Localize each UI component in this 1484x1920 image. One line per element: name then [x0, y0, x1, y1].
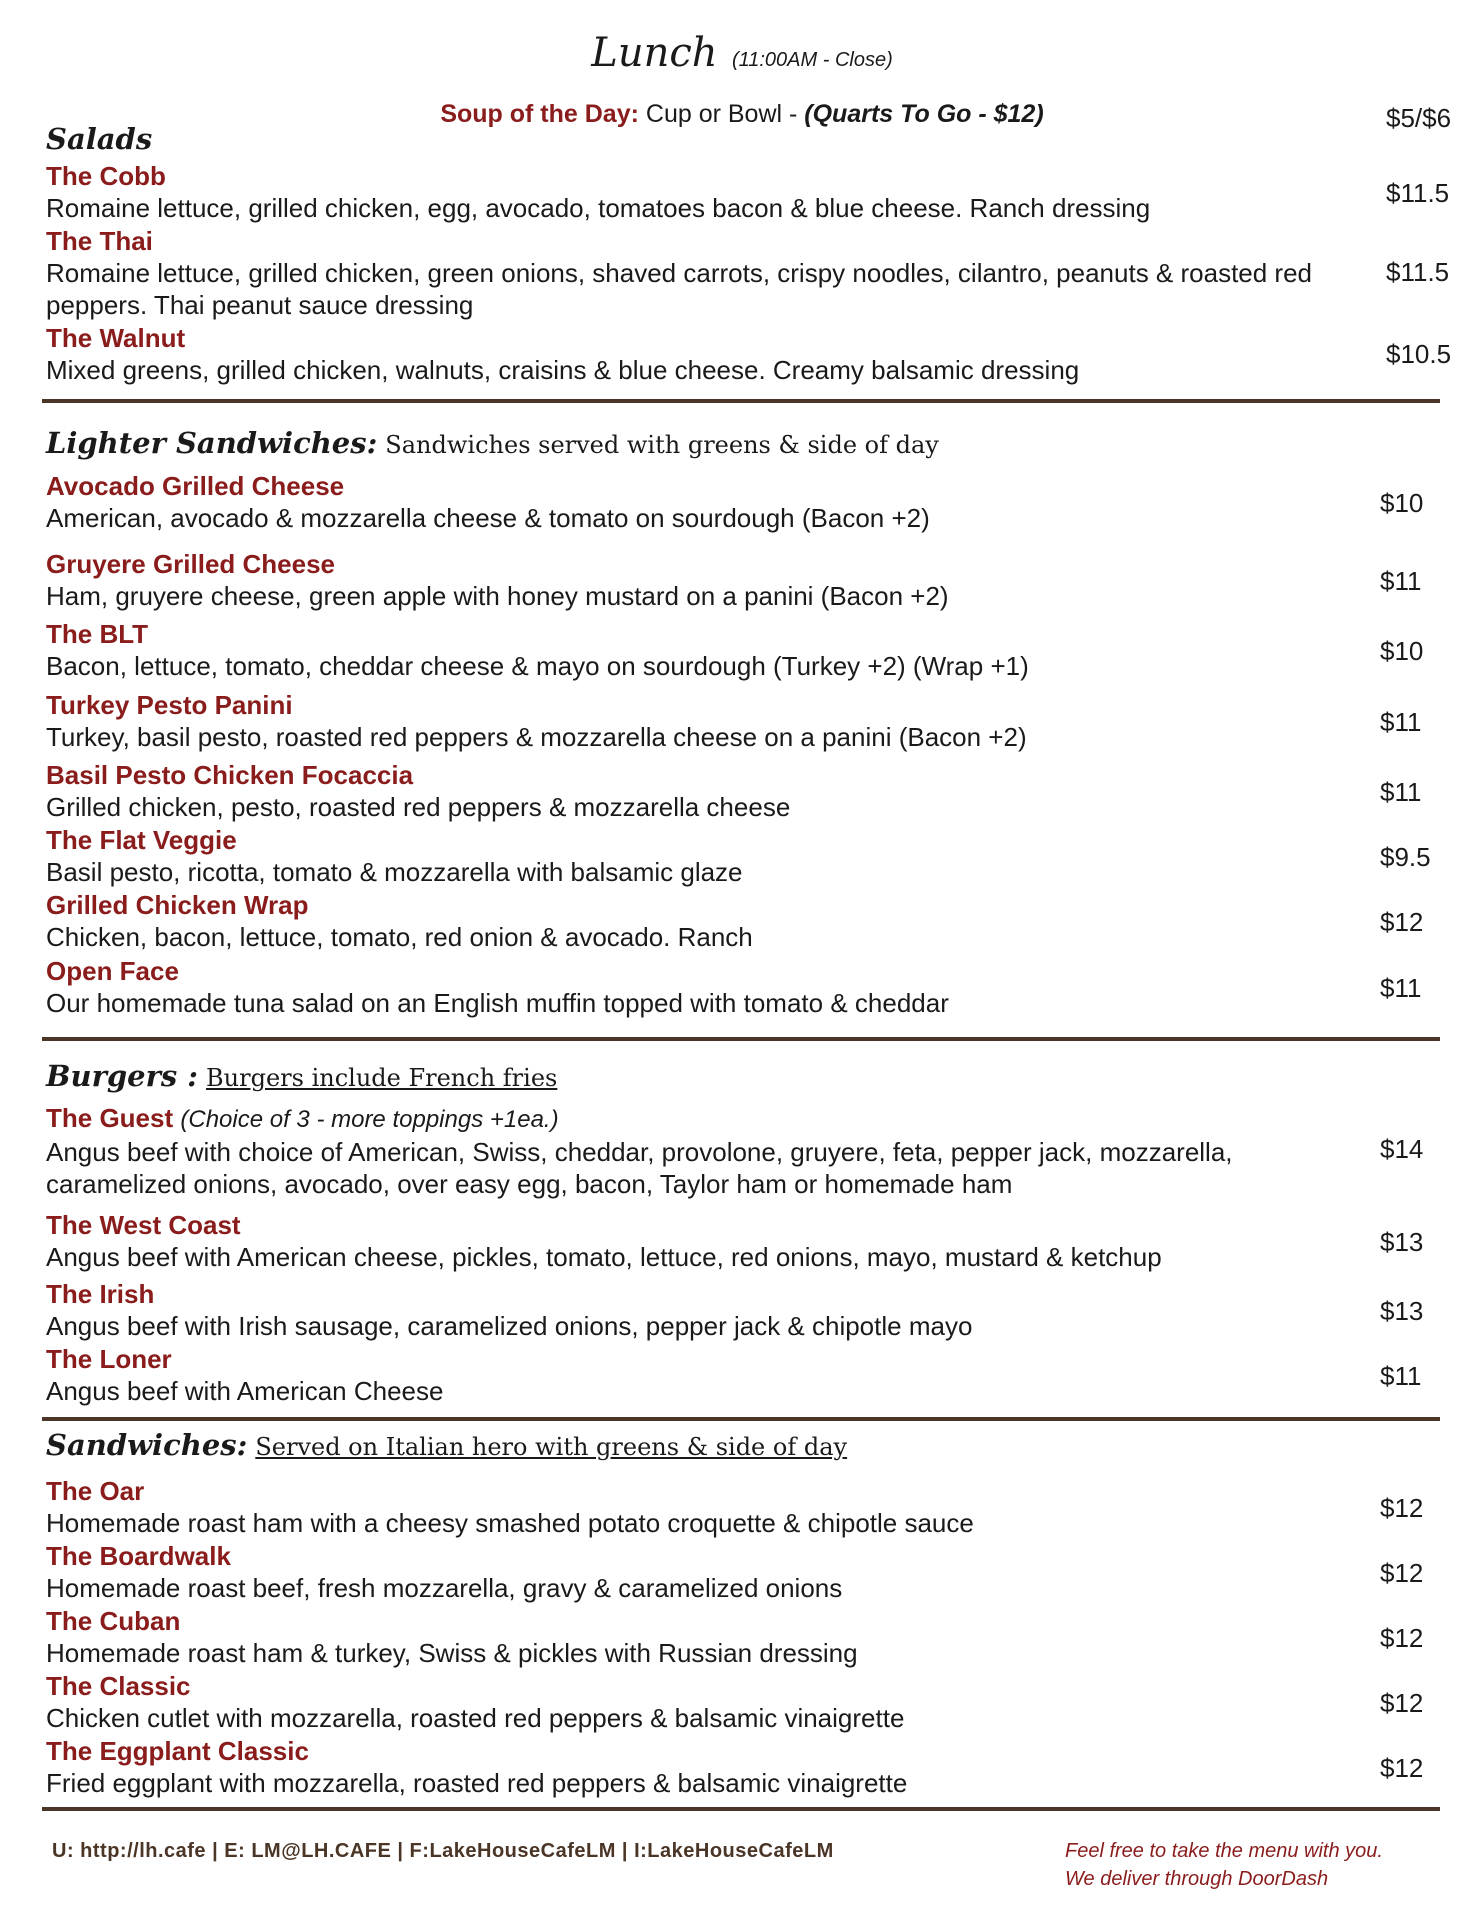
- section-title-lighter: Lighter Sandwiches:: [46, 426, 378, 460]
- menu-item: [46, 160, 1346, 224]
- section-note: Served on Italian hero with greens & side of day: [255, 1433, 848, 1461]
- menu-item: [46, 955, 1346, 1019]
- item-price: $12: [1380, 1493, 1424, 1523]
- menu-item: [46, 1278, 1346, 1342]
- item-name: The Oar: [46, 1476, 145, 1506]
- item-name: Open Face: [46, 956, 179, 986]
- section-divider: [42, 1037, 1440, 1041]
- menu-item: [46, 689, 1346, 753]
- item-name: Avocado Grilled Cheese: [46, 471, 345, 501]
- section-note: Burgers include French fries: [206, 1064, 558, 1092]
- section-header-lighter: [46, 426, 939, 460]
- menu-item: [46, 548, 1346, 612]
- soup-label: Soup of the Day:: [440, 100, 639, 128]
- menu-item: [46, 1605, 1346, 1669]
- item-price: $13: [1380, 1227, 1424, 1257]
- item-price: $11: [1380, 1361, 1422, 1391]
- menu-item: [46, 1102, 1346, 1200]
- item-desc: Angus beef with Irish sausage, caramelized onions, pepper jack & chipotle mayo: [46, 1311, 973, 1341]
- item-price: $10.5: [1386, 339, 1452, 369]
- item-name-row: [46, 1102, 1346, 1136]
- menu-item: [46, 618, 1346, 682]
- item-name: Turkey Pesto Panini: [46, 690, 293, 720]
- item-name: The West Coast: [46, 1210, 241, 1240]
- section-header-burgers: [46, 1059, 557, 1093]
- section-header-sandwiches: [46, 1428, 847, 1462]
- item-desc: Angus beef with American cheese, pickles, tomato, lettuce, red onions, mayo, mustard & ketchup: [46, 1242, 1162, 1272]
- item-name: The Flat Veggie: [46, 825, 237, 855]
- item-desc: American, avocado & mozzarella cheese & tomato on sourdough (Bacon +2): [46, 503, 930, 533]
- item-price: $12: [1380, 1688, 1424, 1718]
- footer-note-line2: We deliver through DoorDash: [1065, 1868, 1329, 1890]
- item-name: The BLT: [46, 619, 149, 649]
- item-name: The Irish: [46, 1279, 155, 1309]
- section-title-burgers: Burgers :: [46, 1059, 199, 1093]
- menu-item: [46, 470, 1346, 534]
- footer-note-line1: Feel free to take the menu with you.: [1065, 1840, 1383, 1862]
- menu-header: [0, 30, 1484, 76]
- section-title-sandwiches: Sandwiches:: [46, 1428, 248, 1462]
- item-name: Basil Pesto Chicken Focaccia: [46, 760, 414, 790]
- section-divider: [42, 1417, 1440, 1421]
- footer-contact: U: http://lh.cafe | E: LM@LH.CAFE | F:LakeHouseCafeLM | I:LakeHouseCafeLM: [52, 1840, 834, 1862]
- item-name: The Guest: [46, 1103, 174, 1133]
- item-price: $12: [1380, 907, 1424, 937]
- section-title-salads: Salads: [46, 122, 153, 156]
- item-price: $12: [1380, 1753, 1424, 1783]
- item-desc: Our homemade tuna salad on an English muffin topped with tomato & cheddar: [46, 988, 949, 1018]
- item-desc: Angus beef with choice of American, Swiss, cheddar, provolone, gruyere, feta, pepper jack, mozzarella, caramelized onions, avocado, over easy egg, bacon, Taylor ham or homemade ham: [46, 1137, 1233, 1199]
- section-note: Sandwiches served with greens & side of day: [385, 431, 939, 459]
- item-desc: Chicken, bacon, lettuce, tomato, red onion & avocado. Ranch: [46, 922, 753, 952]
- soup-quarts: (Quarts To Go - $12): [804, 100, 1044, 128]
- item-price: $12: [1380, 1623, 1424, 1653]
- item-desc: Homemade roast ham with a cheesy smashed potato croquette & chipotle sauce: [46, 1508, 974, 1538]
- hours: (11:00AM - Close): [731, 49, 893, 71]
- item-price: $12: [1380, 1558, 1424, 1588]
- item-price: $11: [1380, 777, 1422, 807]
- item-price: $11: [1380, 973, 1422, 1003]
- item-desc: Basil pesto, ricotta, tomato & mozzarella with balsamic glaze: [46, 857, 743, 887]
- menu-item: [46, 1475, 1346, 1539]
- item-name: The Cuban: [46, 1606, 181, 1636]
- item-price: $10: [1380, 636, 1424, 666]
- item-price: $11.5: [1386, 257, 1450, 287]
- menu-item: [46, 824, 1346, 888]
- menu-item: [46, 1735, 1346, 1799]
- item-name: Grilled Chicken Wrap: [46, 890, 309, 920]
- menu-item: [46, 759, 1346, 823]
- section-divider: [42, 399, 1440, 403]
- item-desc: Chicken cutlet with mozzarella, roasted red peppers & balsamic vinaigrette: [46, 1703, 905, 1733]
- menu-item: [46, 1343, 1346, 1407]
- menu-item: [46, 1209, 1346, 1273]
- item-desc: Grilled chicken, pesto, roasted red peppers & mozzarella cheese: [46, 792, 791, 822]
- section-divider: [42, 1807, 1440, 1811]
- item-name: Gruyere Grilled Cheese: [46, 549, 336, 579]
- item-price: $10: [1380, 488, 1424, 518]
- item-price: $13: [1380, 1296, 1424, 1326]
- soup-price: $5/$6: [1386, 103, 1452, 133]
- item-name: The Thai: [46, 226, 153, 256]
- item-desc: Romaine lettuce, grilled chicken, egg, avocado, tomatoes bacon & blue cheese. Ranch dressing: [46, 193, 1151, 223]
- soup-line: [0, 100, 1484, 129]
- item-note: (Choice of 3 - more toppings +1ea.): [180, 1106, 559, 1133]
- menu-item: [46, 225, 1346, 321]
- item-price: $11: [1380, 707, 1422, 737]
- item-price: $9.5: [1380, 842, 1431, 872]
- page-title: Lunch: [591, 30, 718, 76]
- item-name: The Walnut: [46, 323, 186, 353]
- item-desc: Homemade roast ham & turkey, Swiss & pickles with Russian dressing: [46, 1638, 858, 1668]
- item-name: The Classic: [46, 1671, 191, 1701]
- menu-item: [46, 322, 1346, 386]
- item-desc: Homemade roast beef, fresh mozzarella, gravy & caramelized onions: [46, 1573, 843, 1603]
- footer-note: [1065, 1837, 1383, 1893]
- item-name: The Boardwalk: [46, 1541, 231, 1571]
- item-desc: Bacon, lettuce, tomato, cheddar cheese & mayo on sourdough (Turkey +2) (Wrap +1): [46, 651, 1029, 681]
- soup-text: Cup or Bowl -: [638, 100, 805, 128]
- item-price: $14: [1380, 1134, 1424, 1164]
- item-desc: Angus beef with American Cheese: [46, 1376, 444, 1406]
- item-desc: Romaine lettuce, grilled chicken, green onions, shaved carrots, crispy noodles, cilantro, peanuts & roasted red peppers. Thai peanut sauce dressing: [46, 258, 1313, 320]
- item-name: The Loner: [46, 1344, 172, 1374]
- menu-item: [46, 889, 1346, 953]
- item-name: The Eggplant Classic: [46, 1736, 309, 1766]
- item-desc: Mixed greens, grilled chicken, walnuts, craisins & blue cheese. Creamy balsamic dressing: [46, 355, 1080, 385]
- menu-item: [46, 1670, 1346, 1734]
- menu-item: [46, 1540, 1346, 1604]
- item-desc: Fried eggplant with mozzarella, roasted red peppers & balsamic vinaigrette: [46, 1768, 908, 1798]
- item-price: $11: [1380, 566, 1422, 596]
- item-desc: Ham, gruyere cheese, green apple with honey mustard on a panini (Bacon +2): [46, 581, 949, 611]
- item-price: $11.5: [1386, 178, 1450, 208]
- item-name: The Cobb: [46, 161, 166, 191]
- item-desc: Turkey, basil pesto, roasted red peppers & mozzarella cheese on a panini (Bacon +2): [46, 722, 1027, 752]
